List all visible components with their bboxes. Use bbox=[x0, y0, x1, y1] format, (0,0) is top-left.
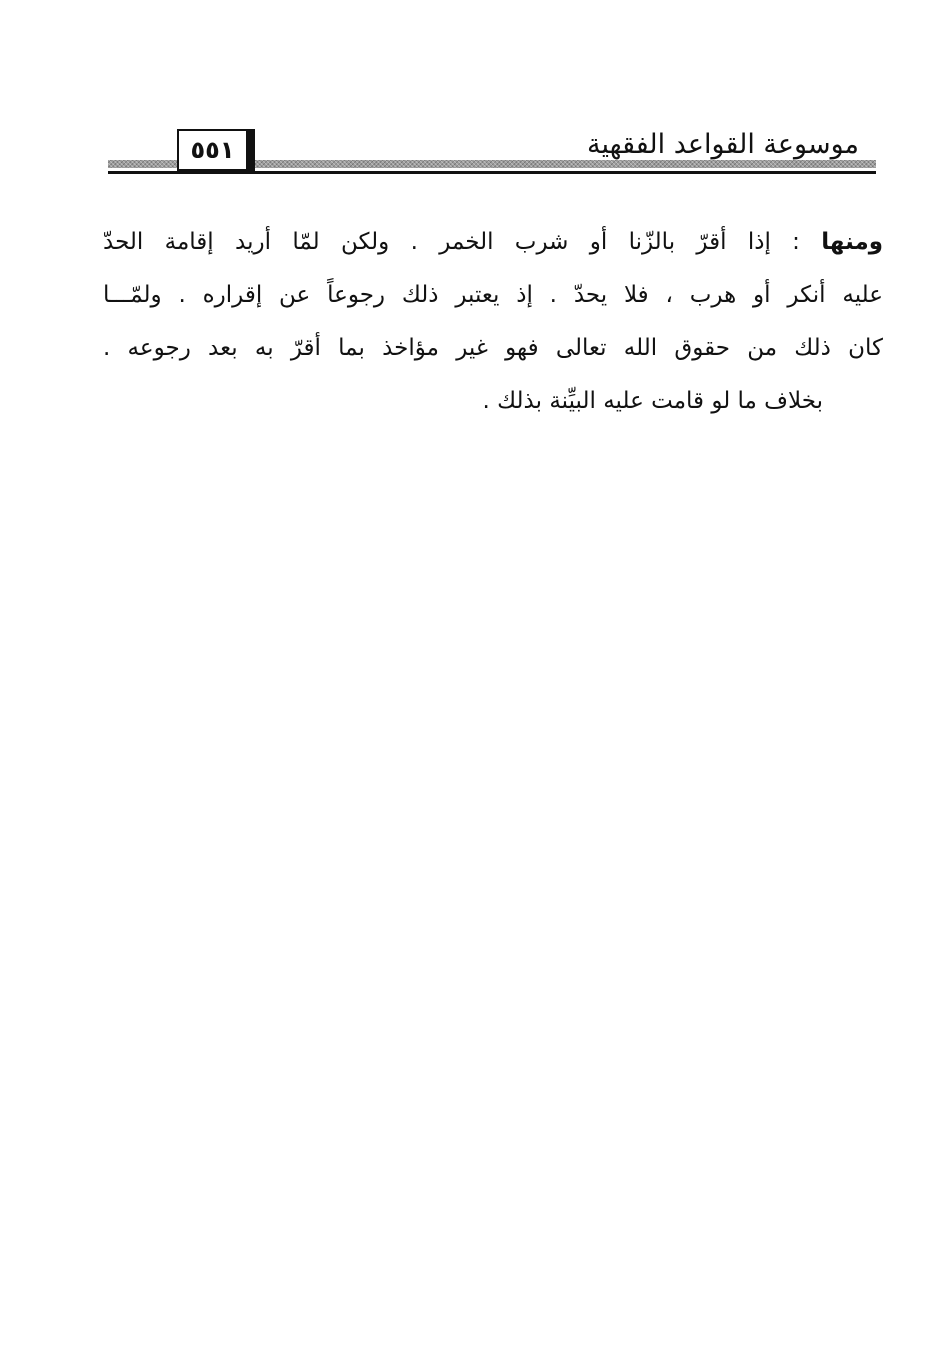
header-underline bbox=[108, 171, 876, 174]
text-line-2: عليه أنكر أو هرب ، فلا يحدّ . إذ يعتبر ذلك رجوعاً عن إقراره . ولمّـــا bbox=[103, 282, 883, 308]
text-line-1 bbox=[103, 222, 883, 275]
body-paragraph bbox=[103, 222, 883, 434]
running-header-title: موسوعة القواعد الفقهية bbox=[587, 129, 859, 160]
text-line-1-content: : إذا أقرّ بالزّنا أو شرب الخمر . ولكن لمّا أريد إقامة الحدّ bbox=[103, 229, 822, 255]
text-line-4: بخلاف ما لو قامت عليه البيِّنة بذلك . bbox=[482, 388, 823, 414]
page-number: ٥٥١ bbox=[190, 136, 235, 164]
page-number-box bbox=[177, 129, 255, 171]
text-line-3: كان ذلك من حقوق الله تعالى فهو غير مؤاخذ بما أقرّ به بعد رجوعه . bbox=[103, 335, 883, 361]
lead-word: ومنها bbox=[821, 229, 883, 255]
